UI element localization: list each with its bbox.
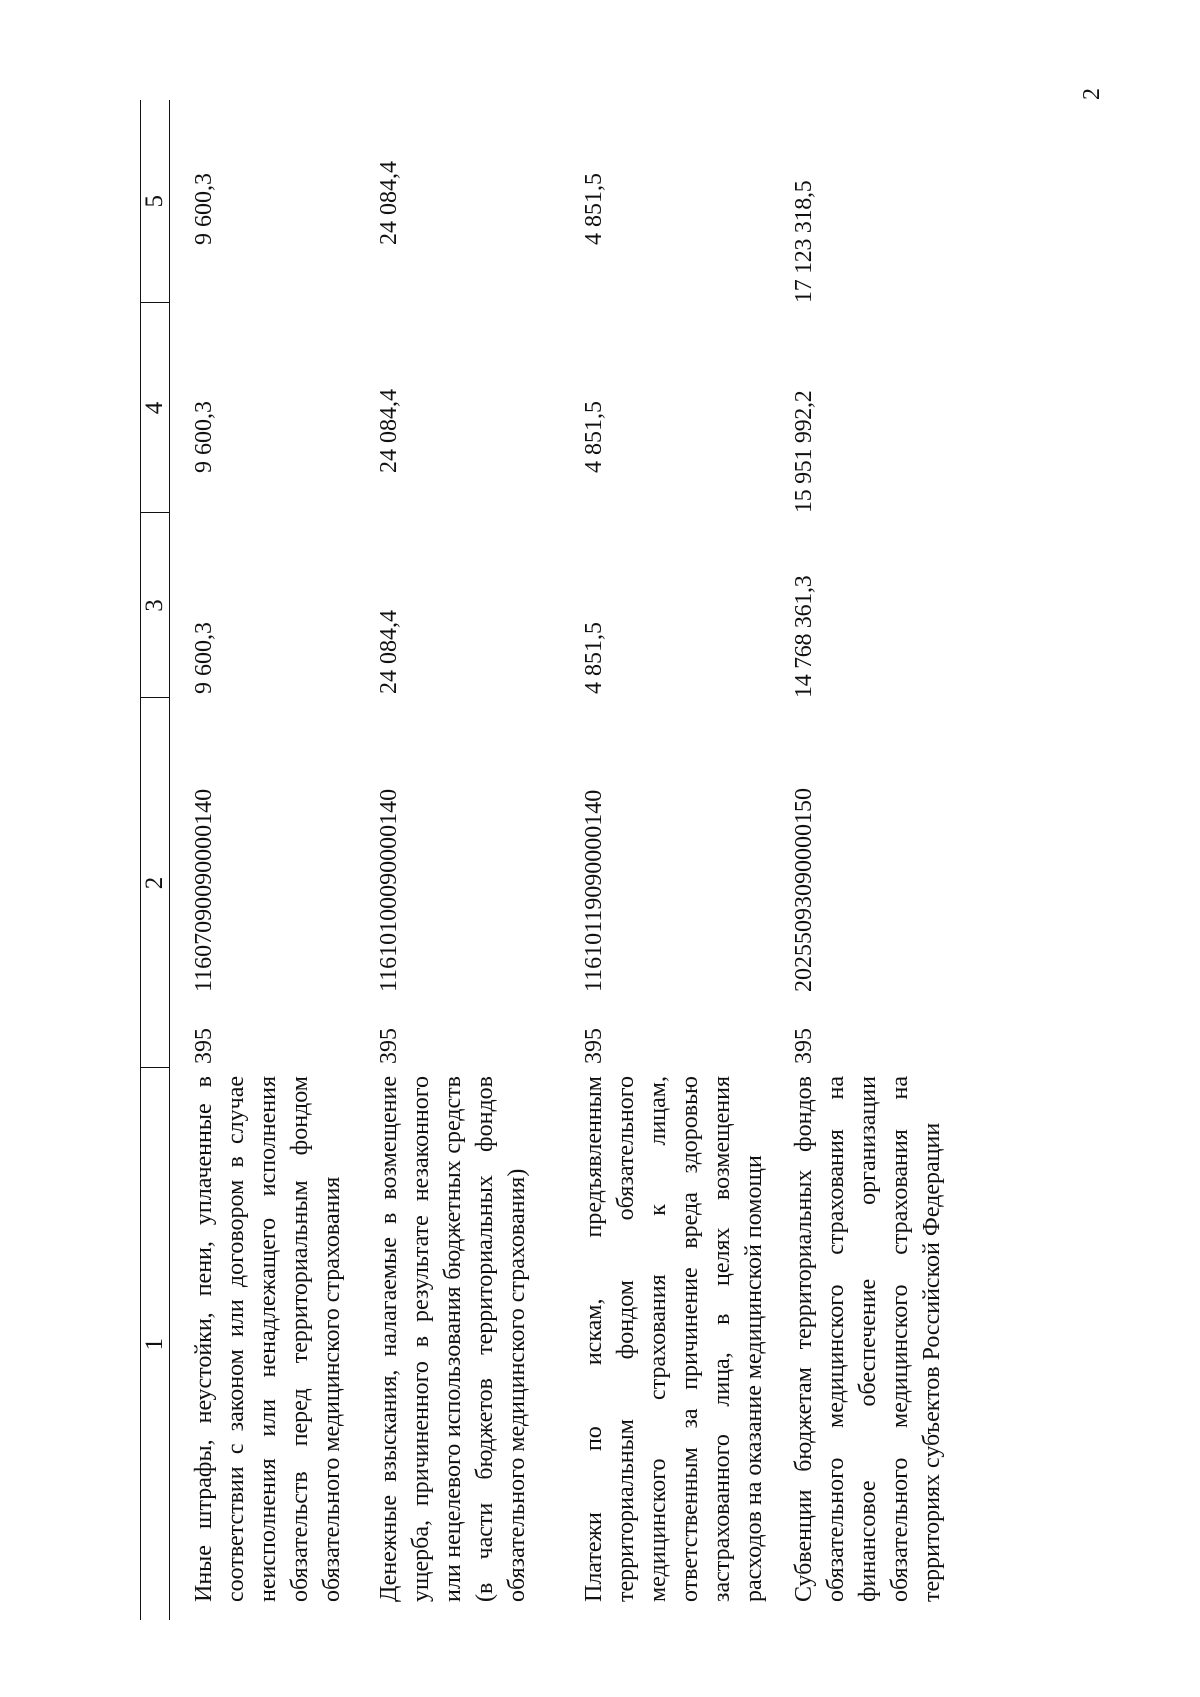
- table-header-row: [141, 100, 170, 1620]
- budget-classification-code: 20255093090000150: [790, 788, 817, 992]
- header-col-4: 4: [141, 303, 170, 513]
- value-col-5: 4 851,5: [580, 173, 607, 245]
- value-col-4: 15 951 992,2: [790, 390, 817, 513]
- value-col-3: 4 851,5: [580, 622, 607, 694]
- table-row: [170, 100, 355, 1620]
- table-row: [770, 100, 948, 1620]
- value-col-4: 4 851,5: [580, 401, 607, 473]
- rotated-page-content: [140, 100, 945, 1620]
- admin-code: 395: [375, 1028, 402, 1064]
- header-col-5: 5: [141, 100, 170, 303]
- header-col-3: 3: [141, 513, 170, 698]
- header-col-1: 1: [141, 1068, 170, 1620]
- revenue-table: [140, 100, 948, 1620]
- value-col-5: 24 084,4: [375, 161, 402, 245]
- header-col-2: 2: [141, 698, 170, 1068]
- page-number: 2: [1079, 88, 1105, 100]
- budget-classification-code: 11610119090000140: [580, 789, 607, 992]
- row-name: Субвенции бюджетам территориальных фондов обязательного медицинского страхования на финансовое обеспечение организации обязательного медицинского страхования на территориях субъектов Российской Федерации: [790, 1076, 945, 1602]
- admin-code: 395: [191, 1028, 217, 1064]
- row-name: Иные штрафы, неустойки, пени, уплаченные в соответствии с законом или договором в случае неисполнения или ненадлежащего исполнения обязательств перед территориальным фондом обязательного медицинского страхования: [191, 1076, 345, 1602]
- value-col-3: 14 768 361,3: [790, 575, 817, 698]
- value-col-5: 17 123 318,5: [790, 180, 817, 303]
- row-name: Платежи по искам, предъявленным территориальным фондом обязательного медицинского страхования к лицам, ответственным за причинение вреда здоровью застрахованного лица, в целях возмещения расходов на оказание медицинской помощи: [580, 1076, 767, 1602]
- table-row: [560, 100, 770, 1620]
- value-col-5: 9 600,3: [191, 173, 217, 245]
- row-name: Денежные взыскания, налагаемые в возмещение ущерба, причиненного в результате незаконного или нецелевого использования бюджетных средств (в части бюджетов территориальных фондов обязательного медицинского страхования): [375, 1076, 530, 1602]
- budget-classification-code: 11607090090000140: [191, 788, 217, 992]
- value-col-3: 24 084,4: [375, 610, 402, 694]
- table-row: [355, 100, 560, 1620]
- value-col-4: 9 600,3: [191, 401, 217, 473]
- admin-code: 395: [580, 1028, 607, 1064]
- admin-code: 395: [790, 1028, 817, 1064]
- value-col-3: 9 600,3: [191, 622, 217, 694]
- budget-classification-code: 11610100090000140: [375, 788, 402, 992]
- value-col-4: 24 084,4: [375, 389, 402, 473]
